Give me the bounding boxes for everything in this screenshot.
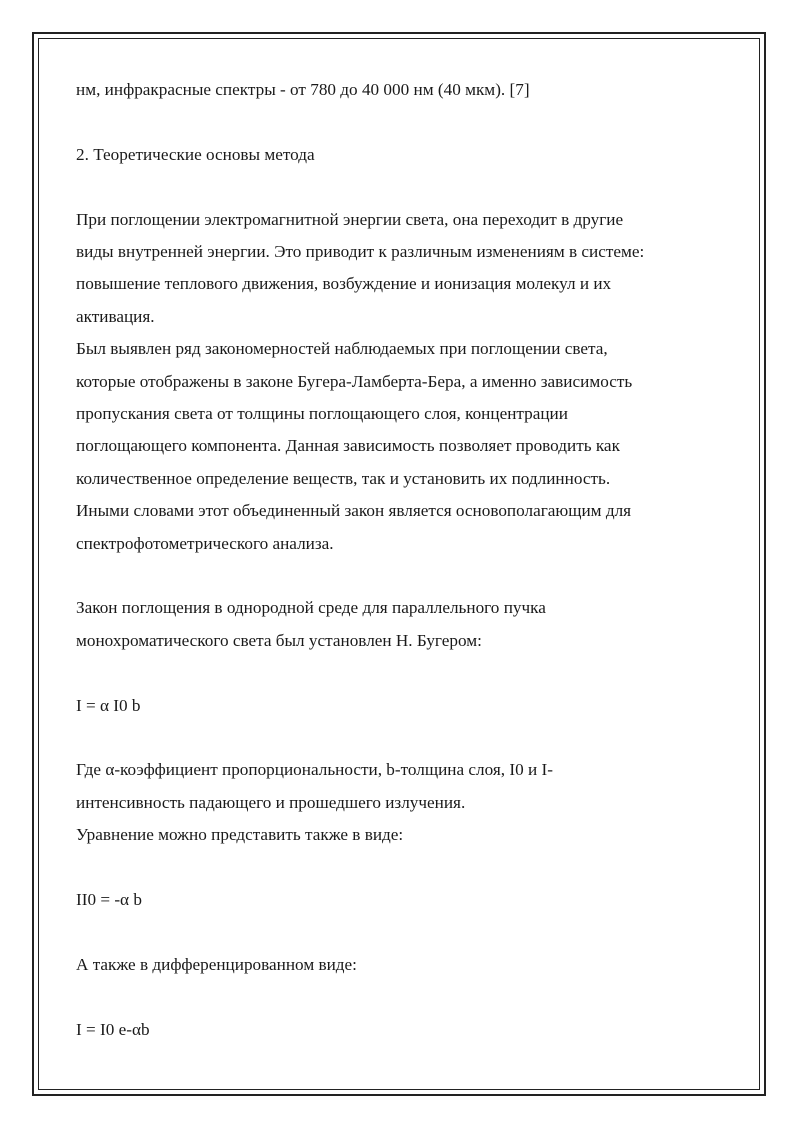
blank-line: [76, 106, 726, 138]
text-line: активация.: [76, 306, 155, 326]
blank-line: [76, 916, 726, 948]
formula-line: II0 = -α b: [76, 890, 142, 910]
blank-line: [76, 981, 726, 1013]
text-line: А также в дифференцированном виде:: [76, 954, 357, 974]
section-heading: 2. Теоретические основы метода: [76, 144, 315, 164]
text-line: Иными словами этот объединенный закон является основополагающим для: [76, 501, 632, 521]
text-line: интенсивность падающего и прошедшего излучения.: [76, 792, 466, 812]
blank-line: [76, 657, 726, 689]
text-line: Закон поглощения в однородной среде для параллельного пучка: [76, 598, 546, 618]
blank-line: [76, 560, 726, 592]
text-line: Где α-коэффициент пропорциональности, b-толщина слоя, I0 и I-: [76, 760, 553, 780]
blank-line: [76, 722, 726, 754]
text-line: Уравнение можно представить также в виде:: [76, 825, 404, 845]
text-line: повышение теплового движения, возбуждение и ионизация молекул и их: [76, 274, 612, 294]
formula-line: I = I0 e-αb: [76, 1019, 150, 1039]
text-line: виды внутренней энергии. Это приводит к различным изменениям в системе:: [76, 242, 645, 261]
text-line: которые отображены в законе Бугера-Ламберта-Бера, а именно зависимость: [76, 371, 633, 391]
text-line: монохроматического света был установлен Н. Бугером:: [76, 630, 482, 650]
formula-line: I = α I0 b: [76, 695, 141, 715]
blank-line: [76, 171, 726, 203]
document-body: [76, 74, 726, 1046]
text-line: пропускания света от толщины поглощающего слоя, концентрации: [76, 404, 568, 424]
text-line: Был выявлен ряд закономерностей наблюдаемых при поглощении света,: [76, 339, 608, 359]
text-line: При поглощении электромагнитной энергии света, она переходит в другие: [76, 209, 624, 229]
blank-line: [76, 852, 726, 884]
text-line: спектрофотометрического анализа.: [76, 533, 334, 553]
text-line: нм, инфракрасные спектры - от 780 до 40 000 нм (40 мкм). [7]: [76, 80, 530, 99]
text-line: поглощающего компонента. Данная зависимость позволяет проводить как: [76, 436, 620, 456]
text-line: количественное определение веществ, так и установить их подлинность.: [76, 468, 611, 488]
